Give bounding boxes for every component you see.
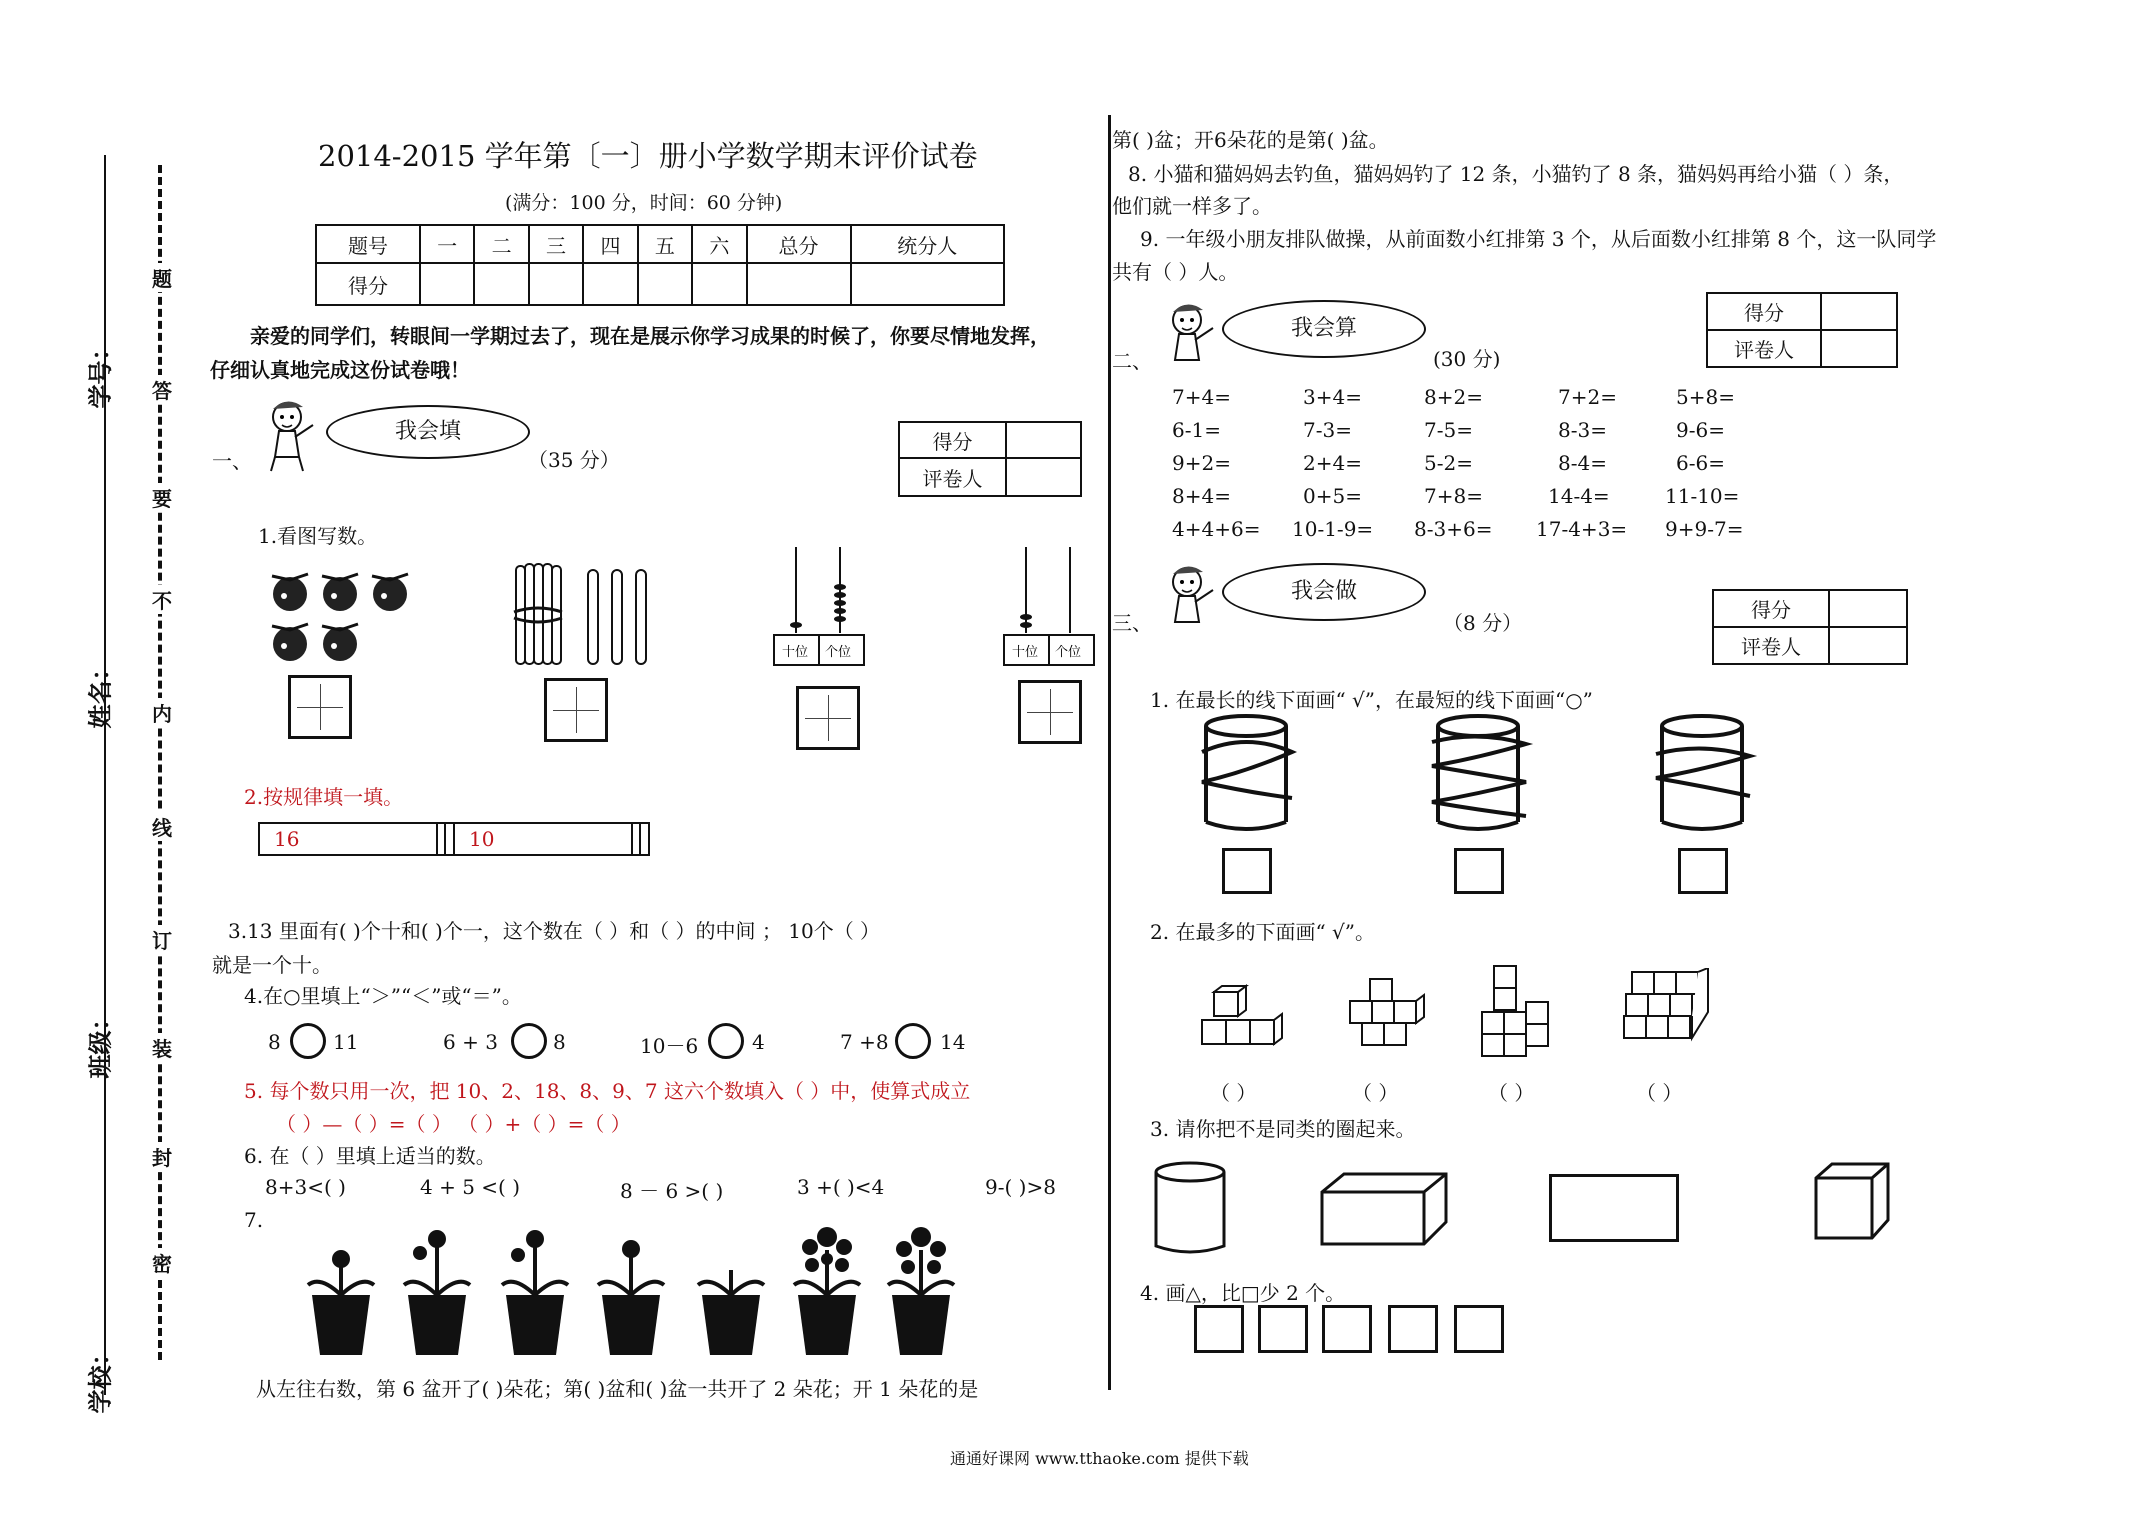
calc-item: 9+2=: [1172, 451, 1231, 475]
question-1: 1.看图写数。: [258, 524, 378, 548]
pattern-cell: 10: [454, 823, 632, 855]
grader-box: [898, 421, 1082, 497]
calc-item: 9-6=: [1676, 418, 1725, 442]
answer-box[interactable]: [1018, 680, 1082, 744]
calc-item: 7+4=: [1172, 385, 1231, 409]
answer-box[interactable]: [796, 686, 860, 750]
section-bubble: [1222, 563, 1426, 621]
compare-circle[interactable]: [511, 1023, 547, 1059]
question-3-cont: 就是一个十。: [212, 953, 332, 977]
question-5: 5. 每个数只用一次，把 10、2、18、8、9、7 这六个数填入（ ）中，使算式成立: [244, 1079, 971, 1103]
section-points: (30 分): [1433, 347, 1501, 371]
question-7: 7.: [244, 1208, 264, 1232]
grader-reviewer-label: 评卷人: [1713, 627, 1829, 664]
answer-box[interactable]: [544, 678, 608, 742]
abacus-tens-label: 十位: [782, 645, 809, 660]
wrapped-cylinder-icon: [1652, 712, 1762, 837]
grader-reviewer-cell[interactable]: [1821, 330, 1897, 367]
wrapped-cylinder-icon: [1428, 712, 1538, 837]
section-points: （8 分）: [1443, 611, 1523, 635]
pattern-cell: 16: [259, 823, 437, 855]
score-cell: 六: [692, 225, 746, 263]
square-shape: [1194, 1305, 1244, 1353]
question-7-cont: 第( )盆；开6朵花的是第( )盆。: [1112, 128, 1389, 152]
grader-score-label: 得分: [1707, 293, 1821, 330]
cylinder-shape-icon[interactable]: [1150, 1160, 1230, 1260]
calc-item: 5+8=: [1676, 385, 1735, 409]
question-3-2: 2. 在最多的下面画“ √”。: [1150, 920, 1375, 944]
compare-right: 4: [752, 1030, 765, 1054]
question-8: 8. 小猫和猫妈妈去钓鱼，猫妈妈钓了 12 条，小猫钓了 8 条，猫妈妈再给小猫（ ）条，: [1128, 162, 1904, 186]
abacus-icon: [1002, 545, 1102, 670]
seal-char: 密: [152, 1248, 172, 1277]
answer-box[interactable]: [288, 675, 352, 739]
section-bubble: [326, 405, 530, 459]
score-cell[interactable]: [638, 263, 692, 305]
calc-item: 4+4+6=: [1172, 517, 1261, 541]
question-5-equations: （ ）—（ ）=（ ） （ ）+（ ）=（ ）: [276, 1112, 631, 1136]
score-cell: 三: [529, 225, 583, 263]
calc-item: 6-6=: [1676, 451, 1725, 475]
cube-stack-icon: [1480, 962, 1560, 1057]
compare-right: 8: [553, 1030, 566, 1054]
grader-score-cell[interactable]: [1829, 590, 1907, 627]
grader-score-label: 得分: [1713, 590, 1829, 627]
cartoon-girl-icon: [255, 395, 325, 475]
compare-left: 6 + 3: [443, 1030, 498, 1054]
score-cell[interactable]: [692, 263, 746, 305]
score-cell: 五: [638, 225, 692, 263]
score-cell: 题号: [316, 225, 420, 263]
answer-box[interactable]: [1454, 848, 1504, 894]
compare-left: 8: [268, 1030, 281, 1054]
grader-reviewer-label: 评卷人: [1707, 330, 1821, 367]
grader-box: [1712, 589, 1908, 665]
question-3-4: 4. 画△，比□少 2 个。: [1140, 1281, 1346, 1305]
seal-char: 要: [152, 483, 172, 512]
abacus-icon: [772, 545, 872, 670]
section-number: 三、: [1112, 611, 1152, 635]
question-2: 2.按规律填一填。: [244, 785, 404, 809]
wrapped-cylinder-icon: [1196, 712, 1306, 837]
grader-score-cell[interactable]: [1821, 293, 1897, 330]
calc-item: 3+4=: [1303, 385, 1362, 409]
fill-item: 8 － 6 >( ): [620, 1179, 724, 1203]
calc-item: 11-10=: [1665, 484, 1740, 508]
fruit-picture-icon: [262, 562, 422, 672]
calc-item: 7+8=: [1424, 484, 1483, 508]
seal-char: 装: [152, 1033, 172, 1062]
grader-reviewer-cell[interactable]: [1829, 627, 1907, 664]
pattern-cell[interactable]: [445, 823, 454, 855]
footer-credit: 通通好课网 www.tthaoke.com 提供下载: [950, 1449, 1249, 1468]
flower-pots-icon: [300, 1225, 1000, 1360]
calc-item: 8+2=: [1424, 385, 1483, 409]
cube-stack-icon: [1622, 968, 1722, 1043]
intro-line-2: 仔细认真地完成这份试卷哦！: [210, 358, 470, 382]
question-7-text: 从左往右数，第 6 盆开了( )朵花；第( )盆和( )盆一共开了 2 朵花；开 1 朵花的是: [256, 1377, 979, 1401]
question-4: 4.在○里填上“＞”“＜”或“＝”。: [244, 984, 522, 1008]
calc-item: 2+4=: [1303, 451, 1362, 475]
square-shape: [1454, 1305, 1504, 1353]
abacus-tens-label: 十位: [1012, 645, 1039, 660]
score-cell: 统分人: [851, 225, 1005, 263]
score-cell[interactable]: [474, 263, 528, 305]
question-3-3: 3. 请你把不是同类的圈起来。: [1150, 1117, 1416, 1141]
square-shape: [1258, 1305, 1308, 1353]
pattern-cell[interactable]: [640, 823, 649, 855]
calc-item: 6-1=: [1172, 418, 1221, 442]
abacus-ones-label: 个位: [825, 645, 852, 660]
student-id-label: 学号：: [85, 336, 115, 409]
fill-item: 9-( )>8: [985, 1175, 1056, 1199]
grader-reviewer-label: 评卷人: [899, 458, 1006, 496]
square-shape: [1388, 1305, 1438, 1353]
score-cell: 一: [420, 225, 474, 263]
score-cell[interactable]: [747, 263, 851, 305]
compare-left: 10－6: [640, 1034, 699, 1058]
section-bubble: [1222, 300, 1426, 358]
cube-stack-icon: [1200, 978, 1300, 1048]
compare-right: 14: [940, 1030, 966, 1054]
score-cell: 二: [474, 225, 528, 263]
grader-box: [1706, 292, 1898, 368]
question-3-1: 1. 在最长的线下面画“ √”，在最短的线下面画“○”: [1150, 688, 1593, 712]
fill-item: 4 + 5 <( ): [420, 1175, 520, 1199]
calc-item: 7-5=: [1424, 418, 1473, 442]
section-number: 二、: [1112, 349, 1152, 373]
fill-item: 8+3<( ): [265, 1175, 346, 1199]
calc-item: 9+9-7=: [1665, 517, 1744, 541]
intro-line-1: 亲爱的同学们，转眼间一学期过去了，现在是展示你学习成果的时候了，你要尽情地发挥，: [250, 324, 1050, 348]
question-8-cont: 他们就一样多了。: [1112, 194, 1272, 218]
bubble-label: 我会算: [1290, 316, 1357, 341]
pattern-row: [258, 822, 650, 856]
seal-char: 内: [152, 698, 172, 727]
score-cell: 总分: [747, 225, 851, 263]
calc-item: 0+5=: [1303, 484, 1362, 508]
bubble-label: 我会做: [1290, 579, 1357, 604]
cube-shape-icon[interactable]: [1812, 1160, 1892, 1242]
seal-char: 封: [152, 1142, 172, 1171]
sticks-bundle-icon: [512, 560, 662, 670]
question-6: 6. 在（ ）里填上适当的数。: [244, 1144, 496, 1168]
compare-right: 11: [333, 1030, 359, 1054]
cube-stack-icon: [1348, 975, 1438, 1050]
section-number: 一、: [212, 449, 252, 473]
calc-item: 17-4+3=: [1536, 517, 1628, 541]
column-divider: [1108, 115, 1111, 1390]
calc-item: 8-4=: [1558, 451, 1607, 475]
question-9-cont: 共有（ ）人。: [1112, 260, 1239, 284]
grader-score-cell[interactable]: [1006, 422, 1081, 458]
compare-circle[interactable]: [290, 1023, 326, 1059]
compare-left: 7 +8: [840, 1030, 889, 1054]
seal-char: 题: [152, 263, 172, 292]
calc-item: 7+2=: [1558, 385, 1617, 409]
compare-circle[interactable]: [895, 1023, 931, 1059]
school-label: 学校：: [85, 1341, 115, 1414]
calc-item: 8-3=: [1558, 418, 1607, 442]
answer-box[interactable]: [1222, 848, 1272, 894]
seal-char: 订: [152, 925, 172, 954]
seal-char: 不: [152, 585, 172, 614]
name-label: 姓名：: [85, 656, 115, 729]
score-table: [315, 224, 1005, 306]
calc-item: 7-3=: [1303, 418, 1352, 442]
bubble-label: 我会填: [394, 419, 461, 444]
page-subtitle: (满分：100 分，时间：60 分钟): [505, 192, 783, 214]
score-cell[interactable]: [529, 263, 583, 305]
pattern-cell[interactable]: [632, 823, 641, 855]
question-9: 9. 一年级小朋友排队做操，从前面数小红排第 3 个，从后面数小红排第 8 个，这一队同学: [1140, 227, 1937, 251]
answer-blank[interactable]: （ ）: [1210, 1081, 1257, 1105]
score-cell[interactable]: [851, 263, 1005, 305]
score-cell[interactable]: [583, 263, 637, 305]
compare-circle[interactable]: [708, 1023, 744, 1059]
calc-item: 5-2=: [1424, 451, 1473, 475]
calc-item: 14-4=: [1548, 484, 1610, 508]
pattern-cell[interactable]: [437, 823, 446, 855]
seal-char: 答: [152, 375, 172, 404]
page-title: 2014-2015 学年第〔一〕册小学数学期末评价试卷: [318, 139, 978, 173]
fill-item: 3 +( )<4: [797, 1175, 885, 1199]
section-points: （35 分）: [528, 448, 620, 472]
grader-score-label: 得分: [899, 422, 1006, 458]
calc-item: 8+4=: [1172, 484, 1231, 508]
answer-blank[interactable]: （ ）: [1636, 1081, 1683, 1105]
score-cell: 四: [583, 225, 637, 263]
class-label: 班级：: [85, 1006, 115, 1079]
abacus-ones-label: 个位: [1055, 645, 1082, 660]
question-3: 3.13 里面有( )个十和( )个一，这个数在（ ）和（ ）的中间 ； 10个（ ）: [228, 919, 881, 943]
answer-box[interactable]: [1678, 848, 1728, 894]
cartoon-girl-icon: [1155, 298, 1225, 378]
square-shape: [1322, 1305, 1372, 1353]
calc-item: 10-1-9=: [1292, 517, 1374, 541]
cartoon-girl-icon: [1155, 560, 1225, 640]
seal-char: 线: [152, 812, 172, 841]
answer-blank[interactable]: （ ）: [1352, 1081, 1399, 1105]
calc-item: 8-3+6=: [1414, 517, 1493, 541]
score-cell: 得分: [316, 263, 420, 305]
score-cell[interactable]: [420, 263, 474, 305]
grader-reviewer-cell[interactable]: [1006, 458, 1081, 496]
answer-blank[interactable]: （ ）: [1488, 1081, 1535, 1105]
rectangle-shape[interactable]: [1549, 1174, 1679, 1242]
cuboid-shape-icon[interactable]: [1318, 1170, 1450, 1248]
